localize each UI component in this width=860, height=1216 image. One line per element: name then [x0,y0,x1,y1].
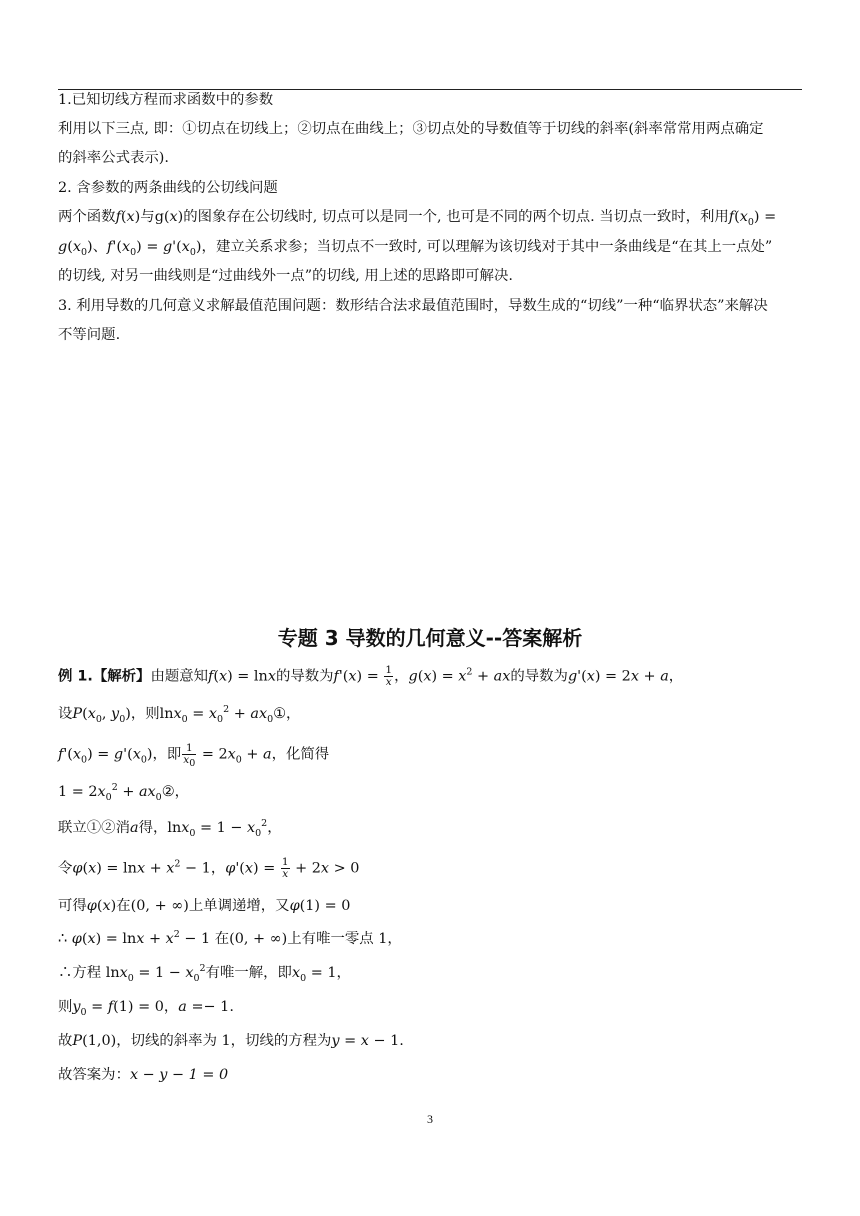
summary-item-3-line-1: 3. 利用导数的几何意义求解最值范围问题：数形结合法求最值范围时，导数生成的“切线”一种“临界状态”来解决 [58,298,768,314]
section-title: 专题 3 导数的几何意义--答案解析 [277,626,583,650]
solution-line-11: 故P(1,0)，切线的斜率为 1，切线的方程为y = x − 1. [58,1033,404,1049]
summary-item-2-line-2: $g(x_0)$、$f'(x_0) = g'(x_0)$，建立关系求参；当切点不一致时, 可以理解为该切线对于其中一条曲线是“在其上一点处” [58,239,773,258]
summary-item-2-line-3: 的切线, 对另一曲线则是“过曲线外一点”的切线, 用上述的思路即可解决. [58,268,513,284]
summary-item-1-title: 1.已知切线方程而求函数中的参数 [58,92,274,108]
solution-line-4: $1 = 2x_0^2$ + $ax_0②$， [58,782,190,803]
solution-line-12: 故答案为：x − y − 1 = 0 [58,1067,229,1083]
solution-line-9: ∴方程 $\ln x_0 = 1 - x_0^2$有唯一解，即$x_0 = 1$， [58,963,351,984]
solution-line-1: 例 1.【解析】由题意知f(x) = lnx的导数为f'(x) = $\frac{1}{x}$ ，$g(x) = x^2$ + ax的导数为g'(x) = 2x + a， [58,664,684,688]
summary-item-2-title: 2. 含参数的两条曲线的公切线问题 [58,180,278,196]
summary-item-1-line-2: 的斜率公式表示). [58,150,169,166]
solution-line-8: ∴ $\varphi(x) = \ln x + x^2 - 1$ 在(0, + ∞)上有唯一零点 1， [58,929,402,947]
answer-equation: x − y − 1 = 0 [129,1067,229,1083]
page-number: 3 [427,1112,433,1126]
solution-line-6: 令$\varphi(x) = \ln x + x^2 - 1$，φ'(x) = $\frac{1}{x}$ + 2x > 0 [58,856,360,880]
solution-line-10: 则$y_0 = f(1) = 0$，a =− 1. [58,999,234,1018]
solution-line-5: 联立①②消a得，$\ln x_0 = 1 - x_0^2$， [58,818,282,839]
solution-line-2: 设$P(x_0$, $y_0$)，则$\ln x_0 = x_0^2$ + $ax_0①$， [58,704,301,725]
solution-line-7: 可得φ(x)在(0, + ∞)上单调递增，又φ(1) = 0 [58,898,351,914]
summary-item-2-line-1: 两个函数f(x)与g(x)的图象存在公切线时, 切点可以是同一个, 也可是不同的两个切点. 当切点一致时，利用$f(x_0)$ = [58,209,777,228]
solution-line-3: $f'(x_0) = g'(x_0)$，即 $\frac{1}{x_0}$ = $2x_0 + a$，化简得 [58,742,330,770]
summary-item-3-line-2: 不等问题. [58,327,121,343]
summary-item-1-line-1: 利用以下三点, 即：①切点在切线上；②切点在曲线上；③切点处的导数值等于切线的斜率(斜率常常用两点确定 [58,121,764,137]
